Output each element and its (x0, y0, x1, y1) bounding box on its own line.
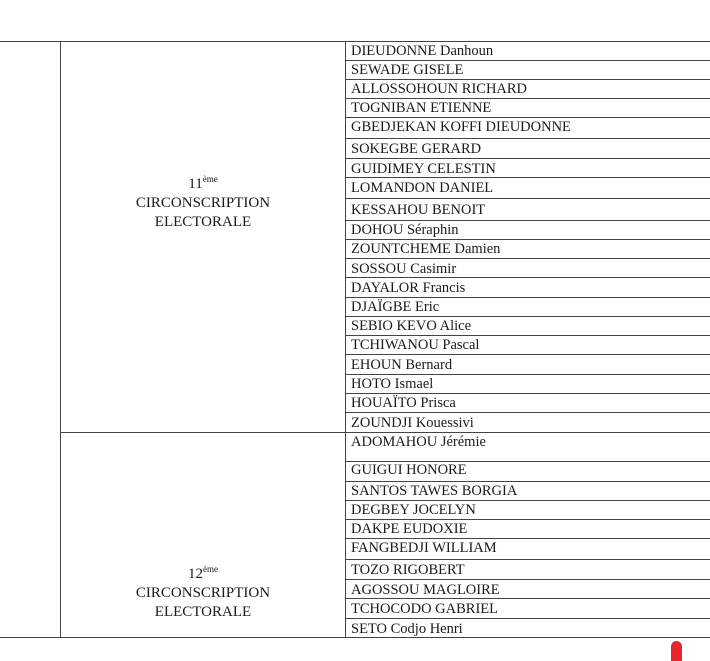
candidate-name: GUIDIMEY CELESTIN (351, 161, 496, 177)
constituency-label-12 (62, 560, 344, 622)
row-rule (345, 618, 710, 619)
candidate-name: TCHOCODO GABRIEL (351, 601, 499, 617)
candidate-name: SOKEGBE GERARD (351, 141, 482, 157)
row-rule (345, 598, 710, 599)
candidate-name: DEGBEY JOCELYN (351, 502, 476, 518)
candidate-name: ZOUNTCHEME Damien (351, 241, 501, 257)
column-rule-1 (60, 41, 61, 638)
candidate-name: SOSSOU Casimir (351, 261, 457, 277)
candidate-name: ADOMAHOU Jérémie (351, 434, 486, 450)
row-rule (345, 158, 710, 159)
candidate-name: ZOUNDJI Kouessivi (351, 415, 474, 431)
row-rule (345, 220, 710, 221)
candidate-name: SEBIO KEVO Alice (351, 318, 472, 334)
candidate-name: LOMANDON DANIEL (351, 180, 494, 196)
row-rule (345, 258, 710, 259)
row-rule (345, 297, 710, 298)
constituency-number: 12ème (188, 564, 218, 582)
candidate-name: KESSAHOU BENOIT (351, 202, 486, 218)
row-rule (345, 354, 710, 355)
candidate-name: SEWADE GISELE (351, 62, 464, 78)
candidate-name: DJAÏGBE Eric (351, 299, 440, 315)
row-rule (345, 316, 710, 317)
row-rule (345, 519, 710, 520)
row-rule (345, 374, 710, 375)
candidate-name: HOUAÏTO Prisca (351, 395, 456, 411)
candidate-name: DAYALOR Francis (351, 280, 466, 296)
constituency-line1: CIRCONSCRIPTION (135, 195, 271, 211)
row-rule (345, 579, 710, 580)
candidate-name: DIEUDONNE Danhoun (351, 43, 494, 59)
candidate-name: ALLOSSOHOUN RICHARD (351, 81, 528, 97)
row-rule (345, 335, 710, 336)
row-rule (345, 559, 710, 560)
row-rule (345, 277, 710, 278)
row-rule (345, 79, 710, 80)
candidate-name: AGOSSOU MAGLOIRE (351, 582, 500, 598)
row-rule (345, 177, 710, 178)
candidate-name: HOTO Ismael (351, 376, 434, 392)
candidate-name: GUIGUI HONORE (351, 462, 467, 478)
constituency-label-11 (62, 170, 344, 232)
row-rule (345, 138, 710, 139)
candidate-name: SANTOS TAWES BORGIA (351, 483, 518, 499)
group-separator (60, 432, 710, 433)
constituency-line2: ELECTORALE (154, 214, 252, 230)
candidate-name: DAKPE EUDOXIE (351, 521, 468, 537)
row-rule (345, 538, 710, 539)
row-rule (345, 98, 710, 99)
candidate-name: EHOUN Bernard (351, 357, 453, 373)
candidate-name: TCHIWANOU Pascal (351, 337, 480, 353)
constituency-line2: ELECTORALE (154, 604, 252, 620)
candidate-name: SETO Codjo Henri (351, 621, 463, 637)
candidate-name: GBEDJEKAN KOFFI DIEUDONNE (351, 119, 571, 135)
constituency-line1: CIRCONSCRIPTION (135, 585, 271, 601)
table-top-rule (0, 41, 710, 42)
table-bottom-rule (0, 637, 710, 638)
row-rule (345, 60, 710, 61)
row-rule (345, 198, 710, 199)
candidate-name: DOHOU Séraphin (351, 222, 459, 238)
row-rule (345, 500, 710, 501)
red-marker-shape (671, 641, 682, 661)
constituency-number: 11ème (188, 174, 218, 192)
row-rule (345, 117, 710, 118)
candidate-name: TOGNIBAN ETIENNE (351, 100, 492, 116)
column-rule-2 (345, 41, 346, 638)
candidate-table (0, 41, 710, 638)
row-rule (345, 393, 710, 394)
row-rule (345, 481, 710, 482)
candidate-name: TOZO RIGOBERT (351, 562, 465, 578)
row-rule (345, 412, 710, 413)
candidate-name: FANGBEDJI WILLIAM (351, 540, 497, 556)
row-rule (345, 239, 710, 240)
